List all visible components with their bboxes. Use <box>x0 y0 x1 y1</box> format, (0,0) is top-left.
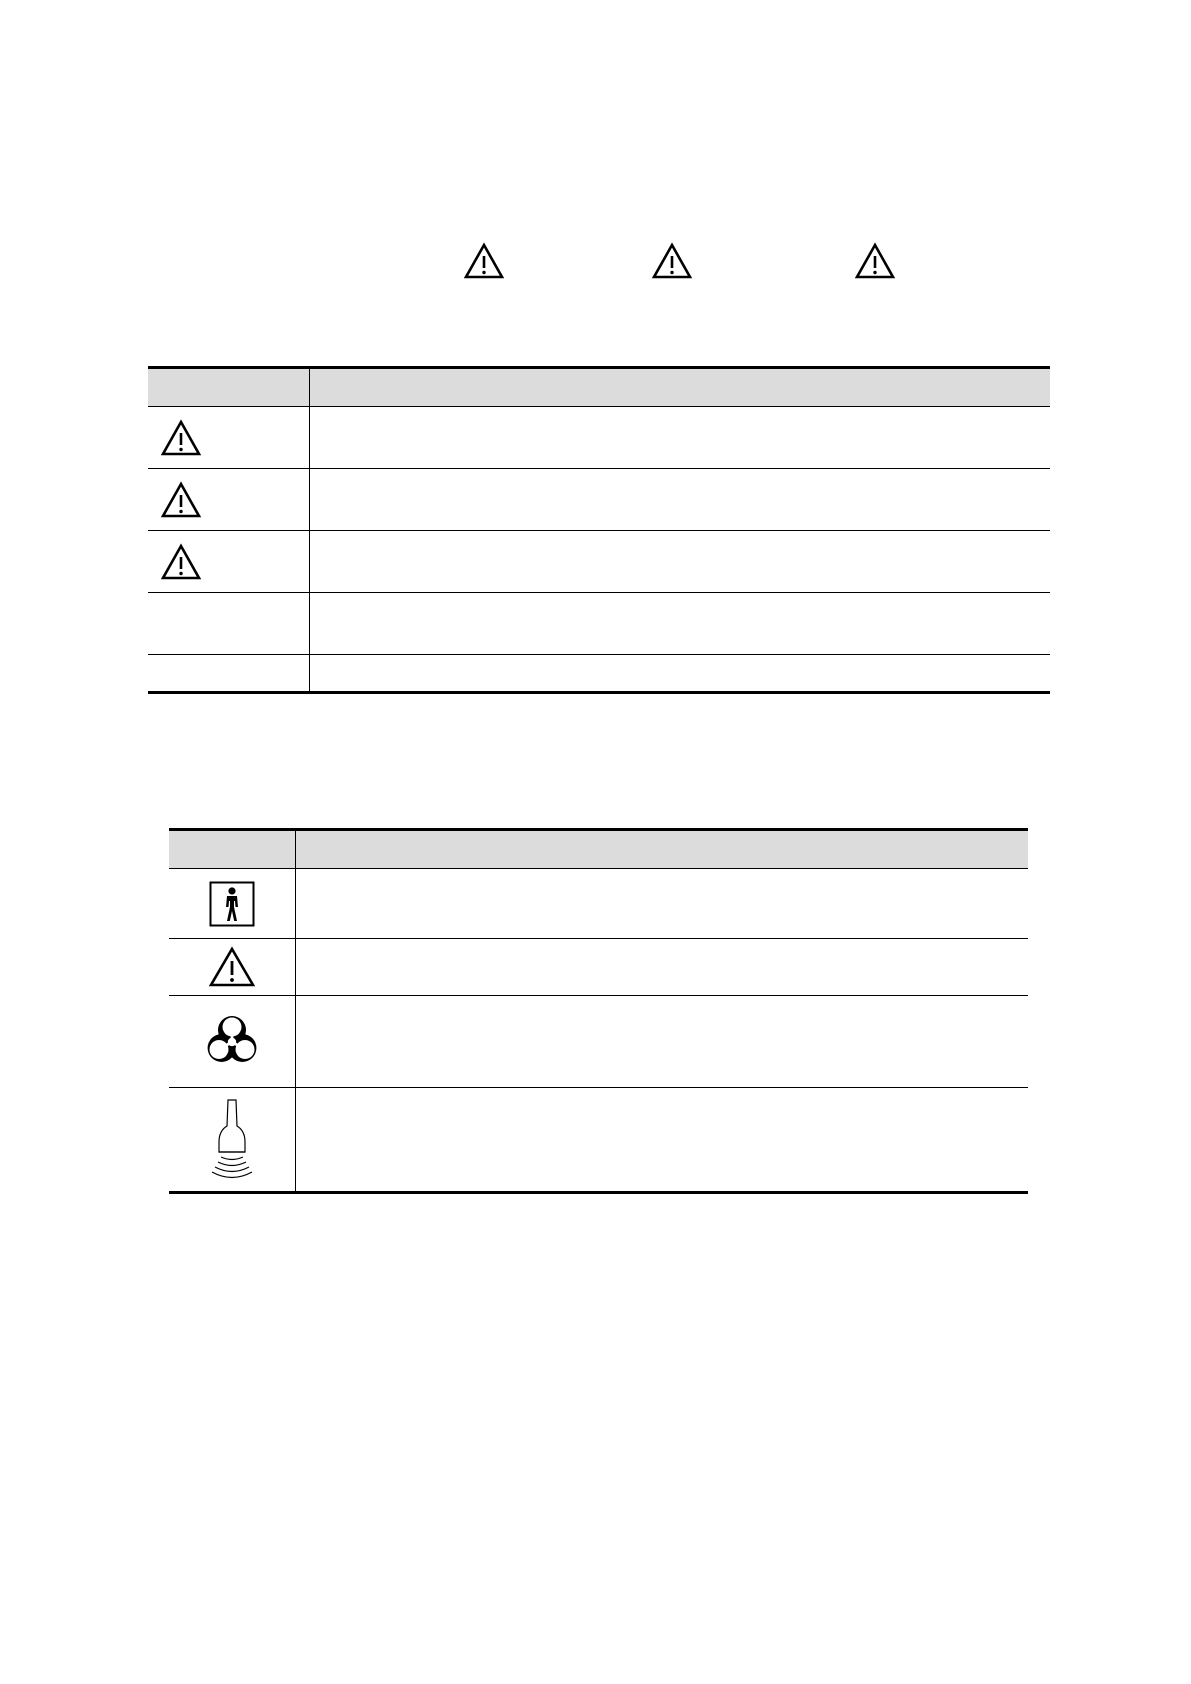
meaning-cell <box>309 469 1050 531</box>
description-cell <box>295 869 1028 939</box>
table-row <box>148 407 1050 469</box>
type-bf-applied-part-icon <box>209 881 255 927</box>
table-header-row <box>169 830 1028 869</box>
meaning-column-header <box>309 368 1050 407</box>
symbol-cell <box>148 655 309 693</box>
table-row <box>148 593 1050 655</box>
table-row <box>148 469 1050 531</box>
meaning-cell <box>309 593 1050 655</box>
meaning-cell <box>309 655 1050 693</box>
table-row <box>148 655 1050 693</box>
warning-triangle-icon <box>651 242 693 280</box>
table-row <box>148 531 1050 593</box>
warning-triangle-icon <box>854 242 896 280</box>
product-symbol-table <box>169 828 1028 1194</box>
symbol-cell <box>148 593 309 655</box>
description-cell <box>295 939 1028 996</box>
symbol-cell <box>148 531 309 593</box>
biohazard-icon <box>196 1006 268 1078</box>
safety-message-table <box>148 366 1050 694</box>
symbol-cell <box>148 407 309 469</box>
symbol-cell <box>169 869 295 939</box>
symbol-cell <box>169 1088 295 1193</box>
table-row <box>169 869 1028 939</box>
warning-triangle-icon <box>463 242 505 280</box>
symbol-cell <box>169 996 295 1088</box>
description-column-header <box>295 830 1028 869</box>
symbol-cell <box>148 469 309 531</box>
table-header-row <box>148 368 1050 407</box>
warning-triangle-icon <box>160 543 309 581</box>
meaning-cell <box>309 407 1050 469</box>
symbol-column-header <box>169 830 295 869</box>
ultrasound-probe-icon <box>204 1096 260 1184</box>
description-cell <box>295 1088 1028 1193</box>
symbol-cell <box>169 939 295 996</box>
table-row <box>169 939 1028 996</box>
warning-triangle-icon <box>208 946 256 988</box>
table-row <box>169 996 1028 1088</box>
meaning-cell <box>309 531 1050 593</box>
description-cell <box>295 996 1028 1088</box>
warning-triangle-icon <box>160 419 309 457</box>
table-row <box>169 1088 1028 1193</box>
symbol-column-header <box>148 368 309 407</box>
warning-triangle-icon <box>160 481 309 519</box>
